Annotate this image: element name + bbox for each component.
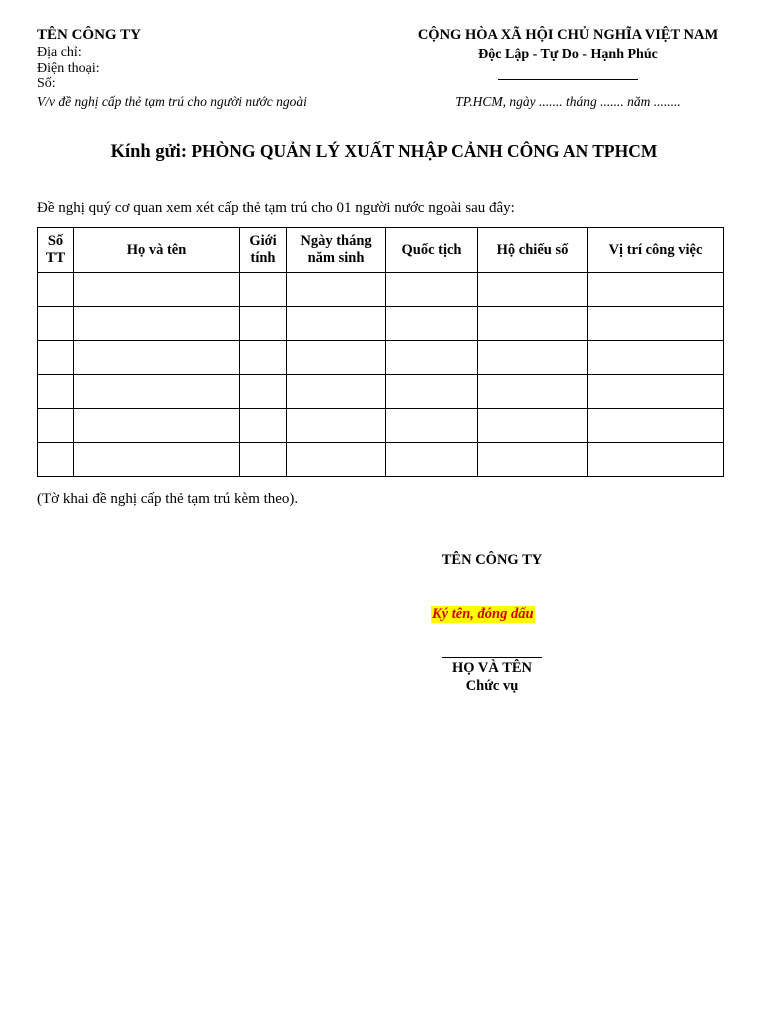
phone-label: Điện thoại: bbox=[37, 60, 100, 76]
table-header-row bbox=[38, 228, 724, 273]
table-row bbox=[38, 375, 724, 409]
table-cell[interactable] bbox=[287, 273, 386, 307]
table-cell[interactable] bbox=[240, 307, 287, 341]
table-cell[interactable] bbox=[478, 375, 588, 409]
place-date: TP.HCM, ngày ....... tháng ....... năm ........ bbox=[455, 94, 681, 109]
table-row bbox=[38, 443, 724, 477]
subject-line: V/v đề nghị cấp thẻ tạm trú cho người nước ngoài bbox=[37, 94, 307, 109]
table-cell[interactable] bbox=[588, 341, 724, 375]
company-info bbox=[37, 45, 100, 92]
table-cell[interactable] bbox=[478, 307, 588, 341]
table-cell[interactable] bbox=[588, 409, 724, 443]
recipient-name: PHÒNG QUẢN LÝ XUẤT NHẬP CẢNH CÔNG AN TPHCM bbox=[191, 141, 658, 161]
table-cell[interactable] bbox=[240, 375, 287, 409]
table-cell[interactable] bbox=[386, 409, 478, 443]
column-header: Vị trí công việc bbox=[588, 228, 724, 273]
table-cell[interactable] bbox=[38, 375, 74, 409]
table-cell[interactable] bbox=[386, 273, 478, 307]
table-cell[interactable] bbox=[478, 409, 588, 443]
national-motto: Độc Lập - Tự Do - Hạnh Phúc bbox=[478, 47, 658, 62]
table-cell[interactable] bbox=[478, 443, 588, 477]
table-cell[interactable] bbox=[588, 375, 724, 409]
intro-text: Đề nghị quý cơ quan xem xét cấp thẻ tạm trú cho 01 người nước ngoài sau đây: bbox=[37, 200, 515, 216]
table-cell[interactable] bbox=[240, 409, 287, 443]
table-row bbox=[38, 273, 724, 307]
table-cell[interactable] bbox=[74, 409, 240, 443]
table-cell[interactable] bbox=[240, 443, 287, 477]
column-header: Ngày tháng năm sinh bbox=[287, 228, 386, 273]
table-row bbox=[38, 409, 724, 443]
motto-underline bbox=[498, 79, 638, 80]
table-row bbox=[38, 307, 724, 341]
table-cell[interactable] bbox=[386, 307, 478, 341]
address-label: Địa chỉ: bbox=[37, 45, 82, 60]
table-cell[interactable] bbox=[287, 409, 386, 443]
signer-name: HỌ VÀ TÊN bbox=[451, 660, 533, 676]
signer-title: Chức vụ bbox=[465, 678, 519, 694]
table-cell[interactable] bbox=[478, 273, 588, 307]
table-cell[interactable] bbox=[38, 273, 74, 307]
table-cell[interactable] bbox=[240, 341, 287, 375]
signature-line bbox=[442, 657, 542, 658]
table-cell[interactable] bbox=[38, 341, 74, 375]
table-cell[interactable] bbox=[287, 341, 386, 375]
table-cell[interactable] bbox=[588, 273, 724, 307]
table-cell[interactable] bbox=[588, 443, 724, 477]
table-cell[interactable] bbox=[386, 443, 478, 477]
column-header: Số TT bbox=[38, 228, 74, 273]
column-header: Quốc tịch bbox=[386, 228, 478, 273]
column-header: Giới tính bbox=[240, 228, 287, 273]
table-cell[interactable] bbox=[38, 443, 74, 477]
table-cell[interactable] bbox=[588, 307, 724, 341]
table-cell[interactable] bbox=[386, 341, 478, 375]
company-name: TÊN CÔNG TY bbox=[37, 27, 141, 43]
table-cell[interactable] bbox=[74, 443, 240, 477]
column-header: Hộ chiếu số bbox=[478, 228, 588, 273]
signature-instruction: Ký tên, đóng dấu bbox=[432, 606, 534, 622]
table-body bbox=[38, 273, 724, 477]
number-label: Số: bbox=[37, 76, 56, 91]
table-cell[interactable] bbox=[287, 443, 386, 477]
column-header: Họ và tên bbox=[74, 228, 240, 273]
table-cell[interactable] bbox=[287, 375, 386, 409]
table-cell[interactable] bbox=[74, 273, 240, 307]
table-cell[interactable] bbox=[74, 375, 240, 409]
recipient-line bbox=[0, 141, 768, 163]
table-cell[interactable] bbox=[240, 273, 287, 307]
signature-company: TÊN CÔNG TY bbox=[441, 552, 543, 568]
table-row bbox=[38, 341, 724, 375]
table-cell[interactable] bbox=[38, 307, 74, 341]
table-cell[interactable] bbox=[74, 341, 240, 375]
table-cell[interactable] bbox=[74, 307, 240, 341]
recipient-lead: Kính gửi: bbox=[110, 142, 187, 162]
table-cell[interactable] bbox=[478, 341, 588, 375]
national-title: CỘNG HÒA XÃ HỘI CHỦ NGHĨA VIỆT NAM bbox=[417, 27, 719, 43]
table-cell[interactable] bbox=[287, 307, 386, 341]
table-cell[interactable] bbox=[38, 409, 74, 443]
foreigner-table bbox=[37, 227, 724, 477]
attachment-note: (Tờ khai đề nghị cấp thẻ tạm trú kèm theo). bbox=[37, 491, 299, 507]
table-cell[interactable] bbox=[386, 375, 478, 409]
